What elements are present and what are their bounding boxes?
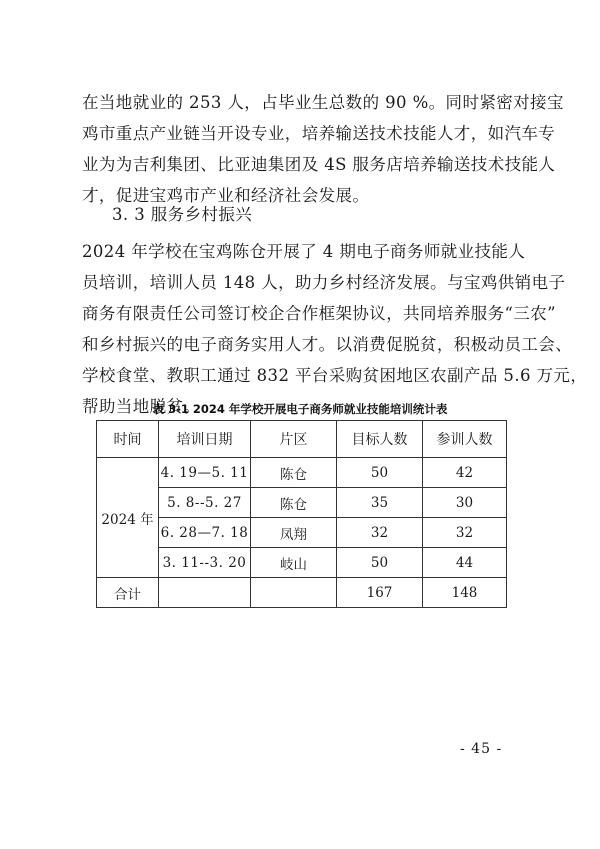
paragraph-employment [82, 87, 564, 211]
area-cell: 陈仓 [251, 458, 337, 488]
table-row [97, 548, 507, 578]
actual-cell: 32 [423, 518, 507, 548]
text-line: 商务有限责任公司签订校企合作框架协议，共同培养服务“三农” [82, 304, 556, 323]
total-actual: 148 [423, 578, 507, 608]
target-cell: 50 [337, 548, 423, 578]
training-statistics-table [96, 420, 507, 608]
date-cell: 3. 11--3. 20 [159, 548, 251, 578]
text-line: 才，促进宝鸡市产业和经济社会发展。 [82, 186, 370, 205]
text-line: 和乡村振兴的电子商务实用人才。以消费促脱贫，积极动员工会、 [82, 335, 573, 354]
header-training-date: 培训日期 [159, 421, 251, 458]
table-row [97, 518, 507, 548]
total-label: 合计 [97, 578, 159, 608]
area-cell: 岐山 [251, 548, 337, 578]
target-cell: 50 [337, 458, 423, 488]
table-row [97, 458, 507, 488]
table-header-row [97, 421, 507, 458]
header-actual-count: 参训人数 [423, 421, 507, 458]
header-area: 片区 [251, 421, 337, 458]
total-area-cell [251, 578, 337, 608]
text-line: 2024 年学校在宝鸡陈仓开展了 4 期电子商务师就业技能人 [82, 242, 526, 261]
actual-cell: 42 [423, 458, 507, 488]
date-cell: 4. 19—5. 11 [159, 458, 251, 488]
text-line: 帮助当地脱贫。 [82, 397, 201, 416]
header-target-count: 目标人数 [337, 421, 423, 458]
table-caption: 表 3-1 2024 年学校开展电子商务师就业技能培训统计表 [152, 402, 448, 416]
date-cell: 5. 8--5. 27 [159, 488, 251, 518]
text-line: 学校食堂、教职工通过 832 平台采购贫困地区农副产品 5.6 万元， [82, 366, 588, 385]
area-cell: 凤翔 [251, 518, 337, 548]
total-target: 167 [337, 578, 423, 608]
table-total-row [97, 578, 507, 608]
target-cell: 32 [337, 518, 423, 548]
text-line: 员培训，培训人员 148 人，助力乡村经济发展。与宝鸡供销电子 [82, 273, 566, 292]
year-cell: 2024 年 [97, 458, 159, 578]
table-row [97, 488, 507, 518]
actual-cell: 30 [423, 488, 507, 518]
text-line: 业为为吉利集团、比亚迪集团及 4S 服务店培养输送技术技能人 [82, 155, 556, 174]
actual-cell: 44 [423, 548, 507, 578]
section-heading: 3. 3 服务乡村振兴 [112, 205, 253, 224]
page-number: - 45 - [460, 741, 503, 757]
total-date-cell [159, 578, 251, 608]
paragraph-rural-revitalization [82, 236, 588, 422]
area-cell: 陈仓 [251, 488, 337, 518]
text-line: 在当地就业的 253 人，占毕业生总数的 90 %。同时紧密对接宝 [82, 93, 564, 112]
target-cell: 35 [337, 488, 423, 518]
header-time: 时间 [97, 421, 159, 458]
date-cell: 6. 28—7. 18 [159, 518, 251, 548]
text-line: 鸡市重点产业链当开设专业，培养输送技术技能人才，如汽车专 [82, 124, 556, 143]
